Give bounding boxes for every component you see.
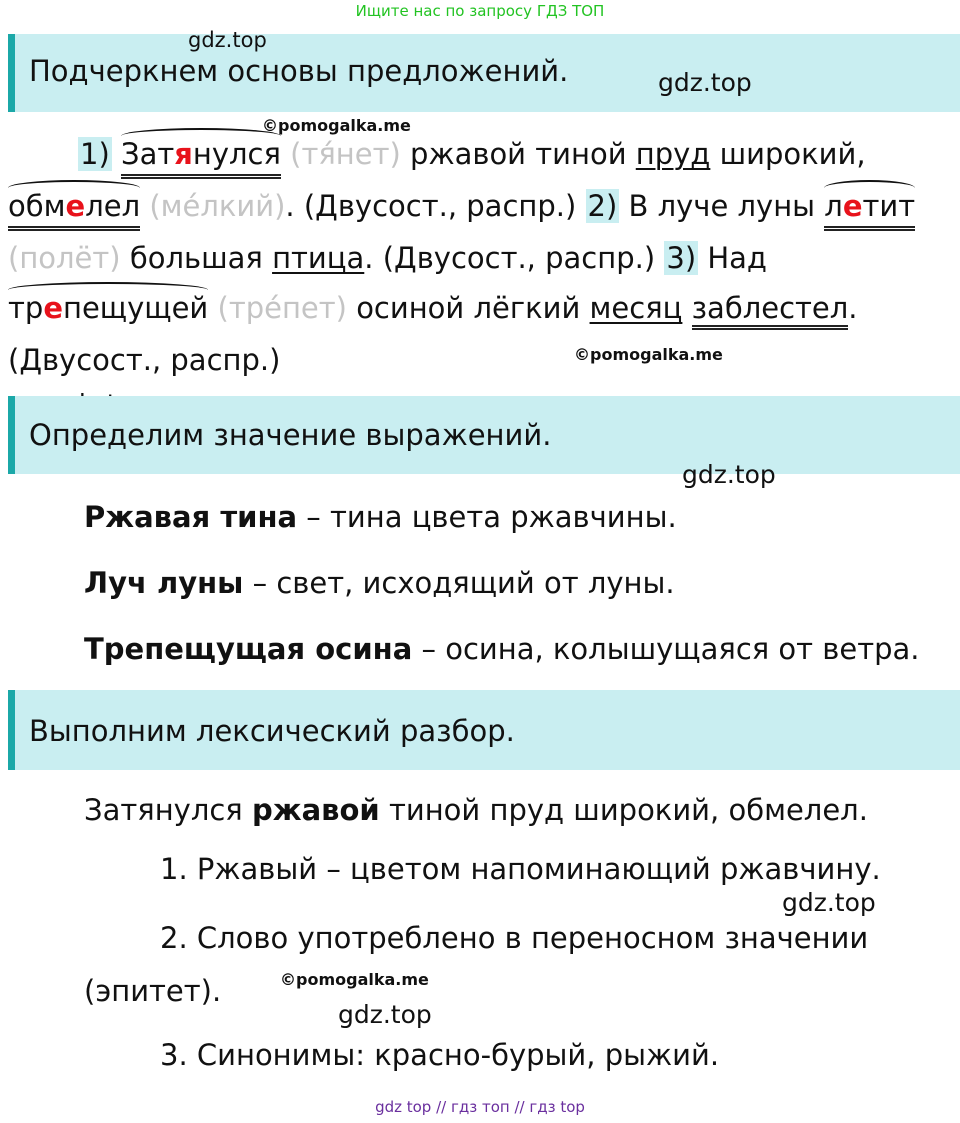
highlight-letter: е xyxy=(65,189,86,223)
predicate-word: заблестел xyxy=(692,291,849,330)
sentence-type: (Двусост., распр.) xyxy=(8,343,281,377)
sentence-line-1 xyxy=(78,134,866,179)
sentence-text: ржавой тиной xyxy=(410,137,627,171)
section-title-2: Определим значение выражений. xyxy=(29,418,552,452)
lexical-text: тиной пруд широкий, обмелел. xyxy=(379,793,868,827)
footer-links: gdz top // гдз топ // гдз top xyxy=(375,1098,585,1116)
lexical-target-word: ржавой xyxy=(251,793,380,827)
word-part: обм xyxy=(8,189,66,223)
watermark-gdz: gdz.top xyxy=(658,68,752,97)
definition-meaning: – свет, исходящий от луны. xyxy=(243,566,675,600)
definition-meaning: – осина, колышущаяся от ветра. xyxy=(412,632,920,666)
definition-term: Луч луны xyxy=(84,566,244,600)
highlight-letter: е xyxy=(43,291,63,325)
sentence-type: . (Двусост., распр.) xyxy=(364,241,656,275)
sentence-number: 1) xyxy=(80,137,110,171)
lexical-item-1: 1. Ржавый – цветом напоминающий ржавчину. xyxy=(160,852,881,886)
definition-meaning: – тина цвета ржавчины. xyxy=(297,500,677,534)
word-part: тит xyxy=(862,189,916,223)
sentence-line-3 xyxy=(8,238,767,278)
root-word xyxy=(8,288,208,328)
definition-term: Трепещущая осина xyxy=(84,632,413,666)
lexical-text: Затянулся xyxy=(84,793,252,827)
sentence-line-4 xyxy=(8,288,858,328)
watermark-gdz: gdz.top xyxy=(682,460,776,489)
watermark-gdz: gdz.top xyxy=(782,888,876,917)
check-word: (тре́пет) xyxy=(217,291,347,325)
section-title-1: Подчеркнем основы предложений. xyxy=(29,54,569,88)
word-part: л xyxy=(824,189,843,223)
watermark-pomogalka: ©pomogalka.me xyxy=(280,970,429,989)
check-word: (тя́нет) xyxy=(290,137,401,171)
lexical-item-3: 3. Синонимы: красно-бурый, рыжий. xyxy=(160,1038,720,1072)
check-word: (полёт) xyxy=(8,241,121,275)
lexical-item-2-cont: (эпитет). xyxy=(84,974,222,1008)
highlight-letter: я xyxy=(174,137,193,171)
lexical-sentence xyxy=(84,793,868,827)
section-header-2 xyxy=(8,396,960,474)
definition-term: Ржавая тина xyxy=(84,500,298,534)
sentence-text: . xyxy=(848,291,858,325)
watermark-gdz: gdz.top xyxy=(338,1000,432,1029)
check-word: (ме́лкий) xyxy=(149,189,286,223)
predicate-word xyxy=(121,134,281,179)
watermark-gdz: gdz.top xyxy=(188,28,267,52)
sentence-line-5 xyxy=(8,340,280,380)
definition-item xyxy=(84,566,675,600)
section-title-3: Выполним лексический разбор. xyxy=(29,714,515,748)
sentence-text: осиной лёгкий xyxy=(356,291,581,325)
top-banner: Ищите нас по запросу ГДЗ ТОП xyxy=(355,2,605,20)
highlight-letter: е xyxy=(842,189,863,223)
sentence-type: . (Двусост., распр.) xyxy=(285,189,577,223)
sentence-line-2 xyxy=(8,186,915,231)
lexical-item-2: 2. Слово употреблено в переносном значении xyxy=(160,921,869,955)
subject-word: пруд xyxy=(635,137,711,171)
watermark-pomogalka: ©pomogalka.me xyxy=(262,116,411,135)
word-part: Зат xyxy=(120,137,175,171)
subject-word: месяц xyxy=(589,291,683,325)
sentence-number: 3) xyxy=(666,241,697,275)
section-header-3 xyxy=(8,690,960,770)
word-part: пещущей xyxy=(62,291,209,325)
definition-item xyxy=(84,500,677,534)
sentence-number: 2) xyxy=(587,189,618,223)
predicate-word xyxy=(824,186,915,231)
word-part: нулся xyxy=(192,137,281,171)
word-part: тр xyxy=(8,291,44,325)
watermark-pomogalka: ©pomogalka.me xyxy=(574,345,723,364)
sentence-text: Над xyxy=(707,241,767,275)
sentence-text: В луче луны xyxy=(628,189,816,223)
definition-item xyxy=(84,632,920,666)
predicate-word xyxy=(8,186,140,231)
sentence-text: большая xyxy=(129,241,263,275)
sentence-text: широкий, xyxy=(719,137,866,171)
word-part: лел xyxy=(85,189,141,223)
section-header-1 xyxy=(8,34,960,112)
subject-word: птица xyxy=(272,241,365,275)
